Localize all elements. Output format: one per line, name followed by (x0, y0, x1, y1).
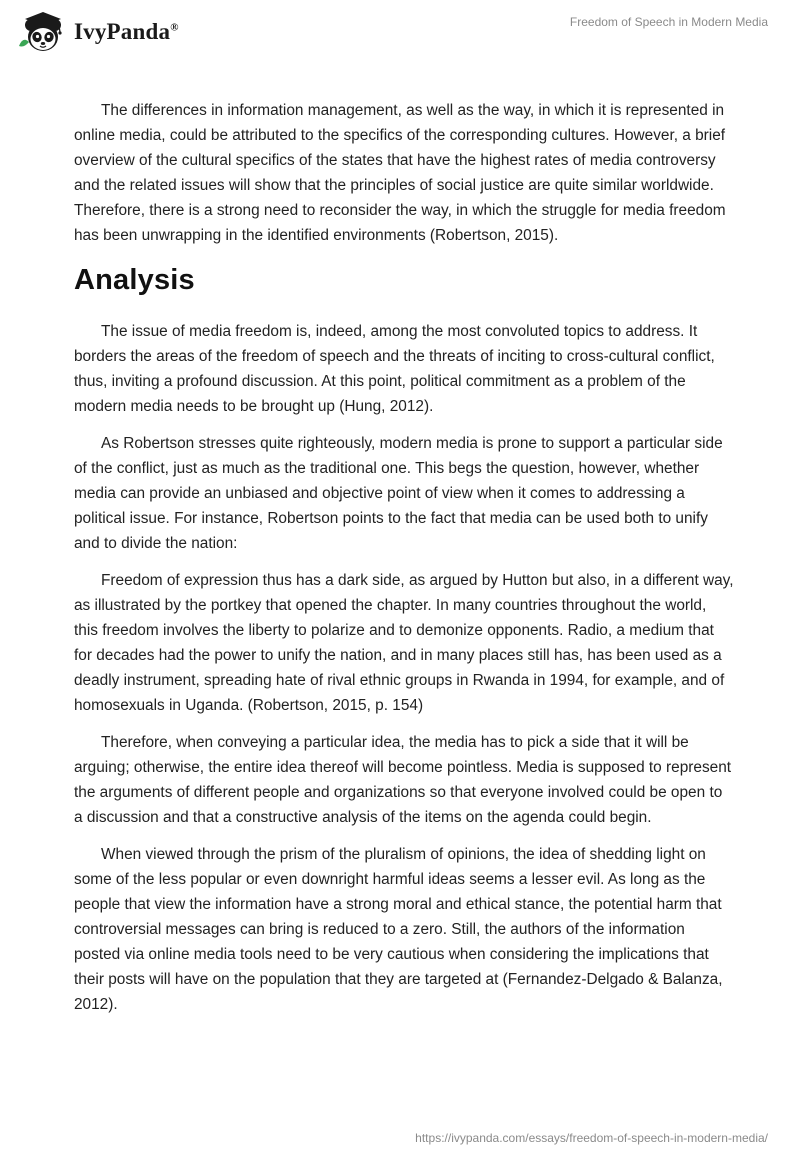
document-title: Freedom of Speech in Modern Media (569, 15, 768, 29)
brand-name-text: IvyPanda (74, 19, 171, 44)
section-heading-analysis: Analysis (74, 264, 195, 296)
page-header (0, 0, 800, 60)
analysis-paragraph-2: As Robertson stresses quite righteously, modern media is prone to support a particular side of the conflict, just as much as the traditional one. This begs the question, however, whether media can provide an unbiased and objective point of view when it comes to addressing a political issue. For instance, Robertson points to the fact that media can be used both to unify and to divide the nation: (74, 435, 723, 552)
registered-mark: ® (170, 21, 179, 34)
brand-name (74, 19, 179, 45)
analysis-paragraph-4: When viewed through the prism of the pluralism of opinions, the idea of shedding light on some of the less popular or even downright harmful ideas seems a lesser evil. As long as the people that view the information have a strong moral and ethical stance, the potential harm that controversial messages can bring is reduced to a zero. Still, the authors of the information posted via online media tools need to be very cautious when considering the implications that their posts will have on the population that they are targeted at (Fernandez-Delgado & Balanza, 2012). (74, 846, 723, 1013)
analysis-paragraph-3: Therefore, when conveying a particular idea, the media has to pick a side that it will be arguing; otherwise, the entire idea thereof will become pointless. Media is supposed to represent the arguments of different people and organizations so that everyone involved could be open to a discussion and that a constructive analysis of the items on the agenda could begin. (74, 734, 732, 826)
panda-graduation-cap-icon (14, 8, 72, 56)
source-url[interactable]: https://ivypanda.com/essays/freedom-of-speech-in-modern-media/ (415, 1131, 768, 1145)
analysis-paragraph-1: The issue of media freedom is, indeed, among the most convoluted topics to address. It borders the areas of the freedom of speech and the threats of inciting to cross-cultural conflict, thus, inviting a profound discussion. At this point, political commitment as a problem of the modern media needs to be brought up (Hung, 2012). (74, 323, 715, 415)
intro-paragraph: The differences in information management, as well as the way, in which it is represented in online media, could be attributed to the specifics of the corresponding cultures. However, a brief overview of the cultural specifics of the states that have the highest rates of media controversy and the related issues will show that the principles of social justice are quite similar worldwide. Therefore, there is a strong need to reconsider the way, in which the struggle for media freedom has been unwrapping in the identified environments (Robertson, 2015). (74, 102, 726, 244)
block-quote-paragraph: Freedom of expression thus has a dark side, as argued by Hutton but also, in a different way, as illustrated by the portkey that opened the chapter. In many countries throughout the world, this freedom involves the liberty to polarize and to demonize opponents. Radio, a medium that for decades had the power to unify the nation, and in many places still has, has been used as a deadly instrument, spreading hate of rival ethnic groups in Rwanda in 1994, for example, and of homosexuals in Uganda. (Robertson, 2015, p. 154) (74, 572, 734, 714)
brand-logo[interactable] (14, 8, 179, 56)
essay-body (74, 98, 734, 1029)
